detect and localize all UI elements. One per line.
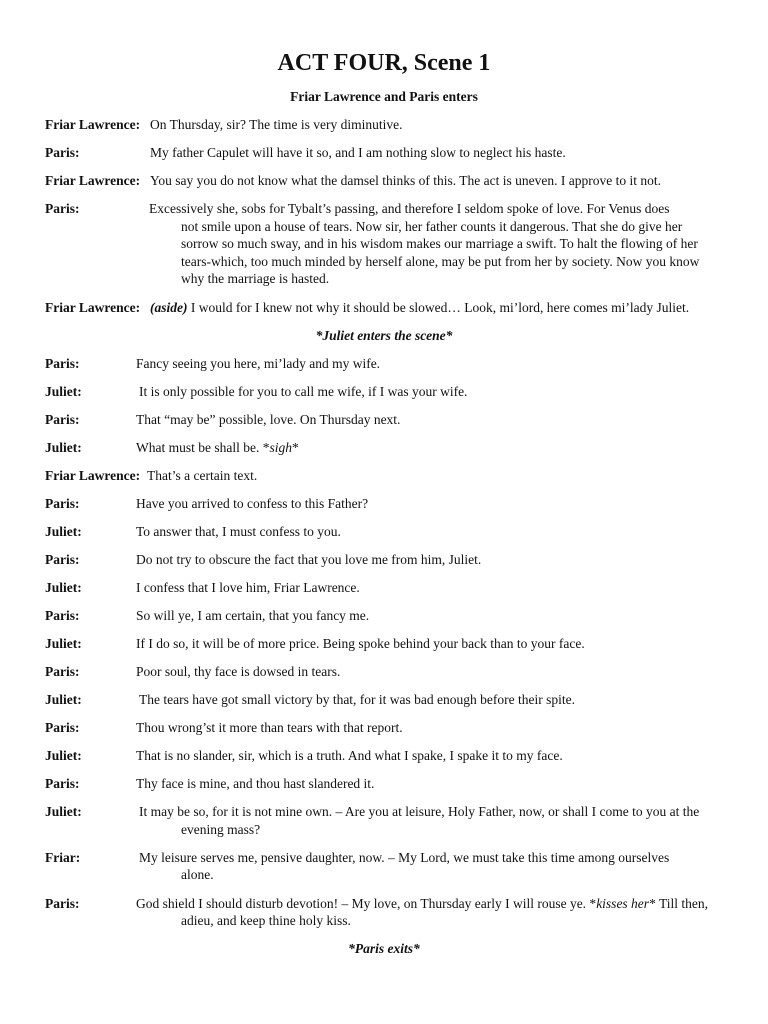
speaker-name: Juliet: [45, 440, 82, 455]
speaker-name: Friar Lawrence: [45, 468, 141, 483]
dialogue-text: It may be so, for it is not mine own. – Are you at leisure, Holy Father, now, or shall I come to you at the [139, 804, 700, 819]
speaker-name: Friar: [45, 850, 81, 865]
dialogue-text: Fancy seeing you here, mi’lady and my wife. [136, 356, 381, 371]
dialogue-text: To answer that, I must confess to you. [136, 524, 341, 539]
dialogue-text: My father Capulet will have it so, and I am nothing slow to neglect his haste. [150, 145, 566, 160]
speaker-name: Paris: [45, 664, 80, 679]
stage-direction: *Paris exits* [348, 941, 420, 956]
speaker-name: Paris: [45, 145, 80, 160]
aside-direction: (aside) [150, 300, 188, 315]
dialogue-text: That is no slander, sir, which is a truth. And what I spake, I spake it to my face. [136, 748, 563, 763]
continuation-text: not smile upon a house of tears. Now sir, her father counts it dangerous. That she do give her [181, 219, 683, 234]
speaker-name: Juliet: [45, 636, 82, 651]
speaker-name: Paris: [45, 201, 80, 216]
dialogue-text: Poor soul, thy face is dowsed in tears. [136, 664, 341, 679]
speaker-name: Paris: [45, 496, 80, 511]
speaker-name: Paris: [45, 776, 80, 791]
speaker-name: Juliet: [45, 580, 82, 595]
dialogue-text-part: * Till then, [649, 896, 708, 911]
speaker-name: Juliet: [45, 692, 82, 707]
speaker-name: Friar Lawrence: [45, 300, 141, 315]
stage-direction: *Juliet enters the scene* [315, 328, 453, 343]
dialogue-text-part: God shield I should disturb devotion! – My love, on Thursday early I will rouse ye. * [136, 896, 597, 911]
speaker-name: Friar Lawrence: [45, 173, 141, 188]
italic-direction: sigh [269, 440, 292, 455]
dialogue-text: That “may be” possible, love. On Thursday next. [136, 412, 401, 427]
dialogue-text-part: * [292, 440, 299, 455]
speaker-name: Paris: [45, 552, 80, 567]
dialogue-text: My leisure serves me, pensive daughter, now. – My Lord, we must take this time among ourselves [139, 850, 670, 865]
continuation-text: adieu, and keep thine holy kiss. [181, 913, 351, 928]
italic-direction: kisses her [596, 896, 650, 911]
dialogue-text: That’s a certain text. [147, 468, 258, 483]
continuation-text: why the marriage is hasted. [181, 271, 330, 286]
continuation-text: alone. [181, 867, 214, 882]
dialogue-text: Thou wrong’st it more than tears with that report. [136, 720, 403, 735]
continuation-text: tears-which, too much minded by herself alone, may be put from her by society. Now you know [181, 254, 700, 269]
speaker-name: Paris: [45, 896, 80, 911]
speaker-name: Juliet: [45, 384, 82, 399]
continuation-text: evening mass? [181, 822, 261, 837]
page-title: ACT FOUR, Scene 1 [277, 50, 491, 76]
aside-text: I would for I knew not why it should be slowed… Look, mi’lord, here comes mi’lady Juliet. [190, 300, 690, 315]
speaker-name: Paris: [45, 720, 80, 735]
continuation-text: sorrow so much sway, and in his wisdom makes our marriage a swift. To halt the flowing of her [181, 236, 698, 251]
dialogue-text: I confess that I love him, Friar Lawrence. [136, 580, 360, 595]
dialogue-text [136, 439, 299, 457]
dialogue-text [136, 895, 708, 913]
dialogue-text: The tears have got small victory by that, for it was bad enough before their spite. [139, 692, 575, 707]
dialogue-text: If I do so, it will be of more price. Being spoke behind your back than to your face. [136, 636, 585, 651]
dialogue-text: On Thursday, sir? The time is very diminutive. [150, 117, 403, 132]
dialogue-text: Do not try to obscure the fact that you love me from him, Juliet. [136, 552, 482, 567]
dialogue-text: Thy face is mine, and thou hast slandered it. [136, 776, 375, 791]
speaker-name: Paris: [45, 356, 80, 371]
speaker-name: Juliet: [45, 804, 82, 819]
speaker-name: Paris: [45, 608, 80, 623]
dialogue-text: It is only possible for you to call me wife, if I was your wife. [139, 384, 468, 399]
speaker-name: Juliet: [45, 524, 82, 539]
dialogue-text [150, 299, 689, 317]
dialogue-text-part: What must be shall be. * [136, 440, 270, 455]
speaker-name: Juliet: [45, 748, 82, 763]
speaker-name: Friar Lawrence: [45, 117, 141, 132]
stage-direction-subtitle: Friar Lawrence and Paris enters [290, 89, 478, 104]
dialogue-text: Have you arrived to confess to this Father? [136, 496, 369, 511]
dialogue-text: You say you do not know what the damsel thinks of this. The act is uneven. I approve to it not. [150, 173, 661, 188]
dialogue-text: So will ye, I am certain, that you fancy me. [136, 608, 370, 623]
speaker-name: Paris: [45, 412, 80, 427]
dialogue-text: Excessively she, sobs for Tybalt’s passing, and therefore I seldom spoke of love. For Venus does [149, 201, 670, 216]
